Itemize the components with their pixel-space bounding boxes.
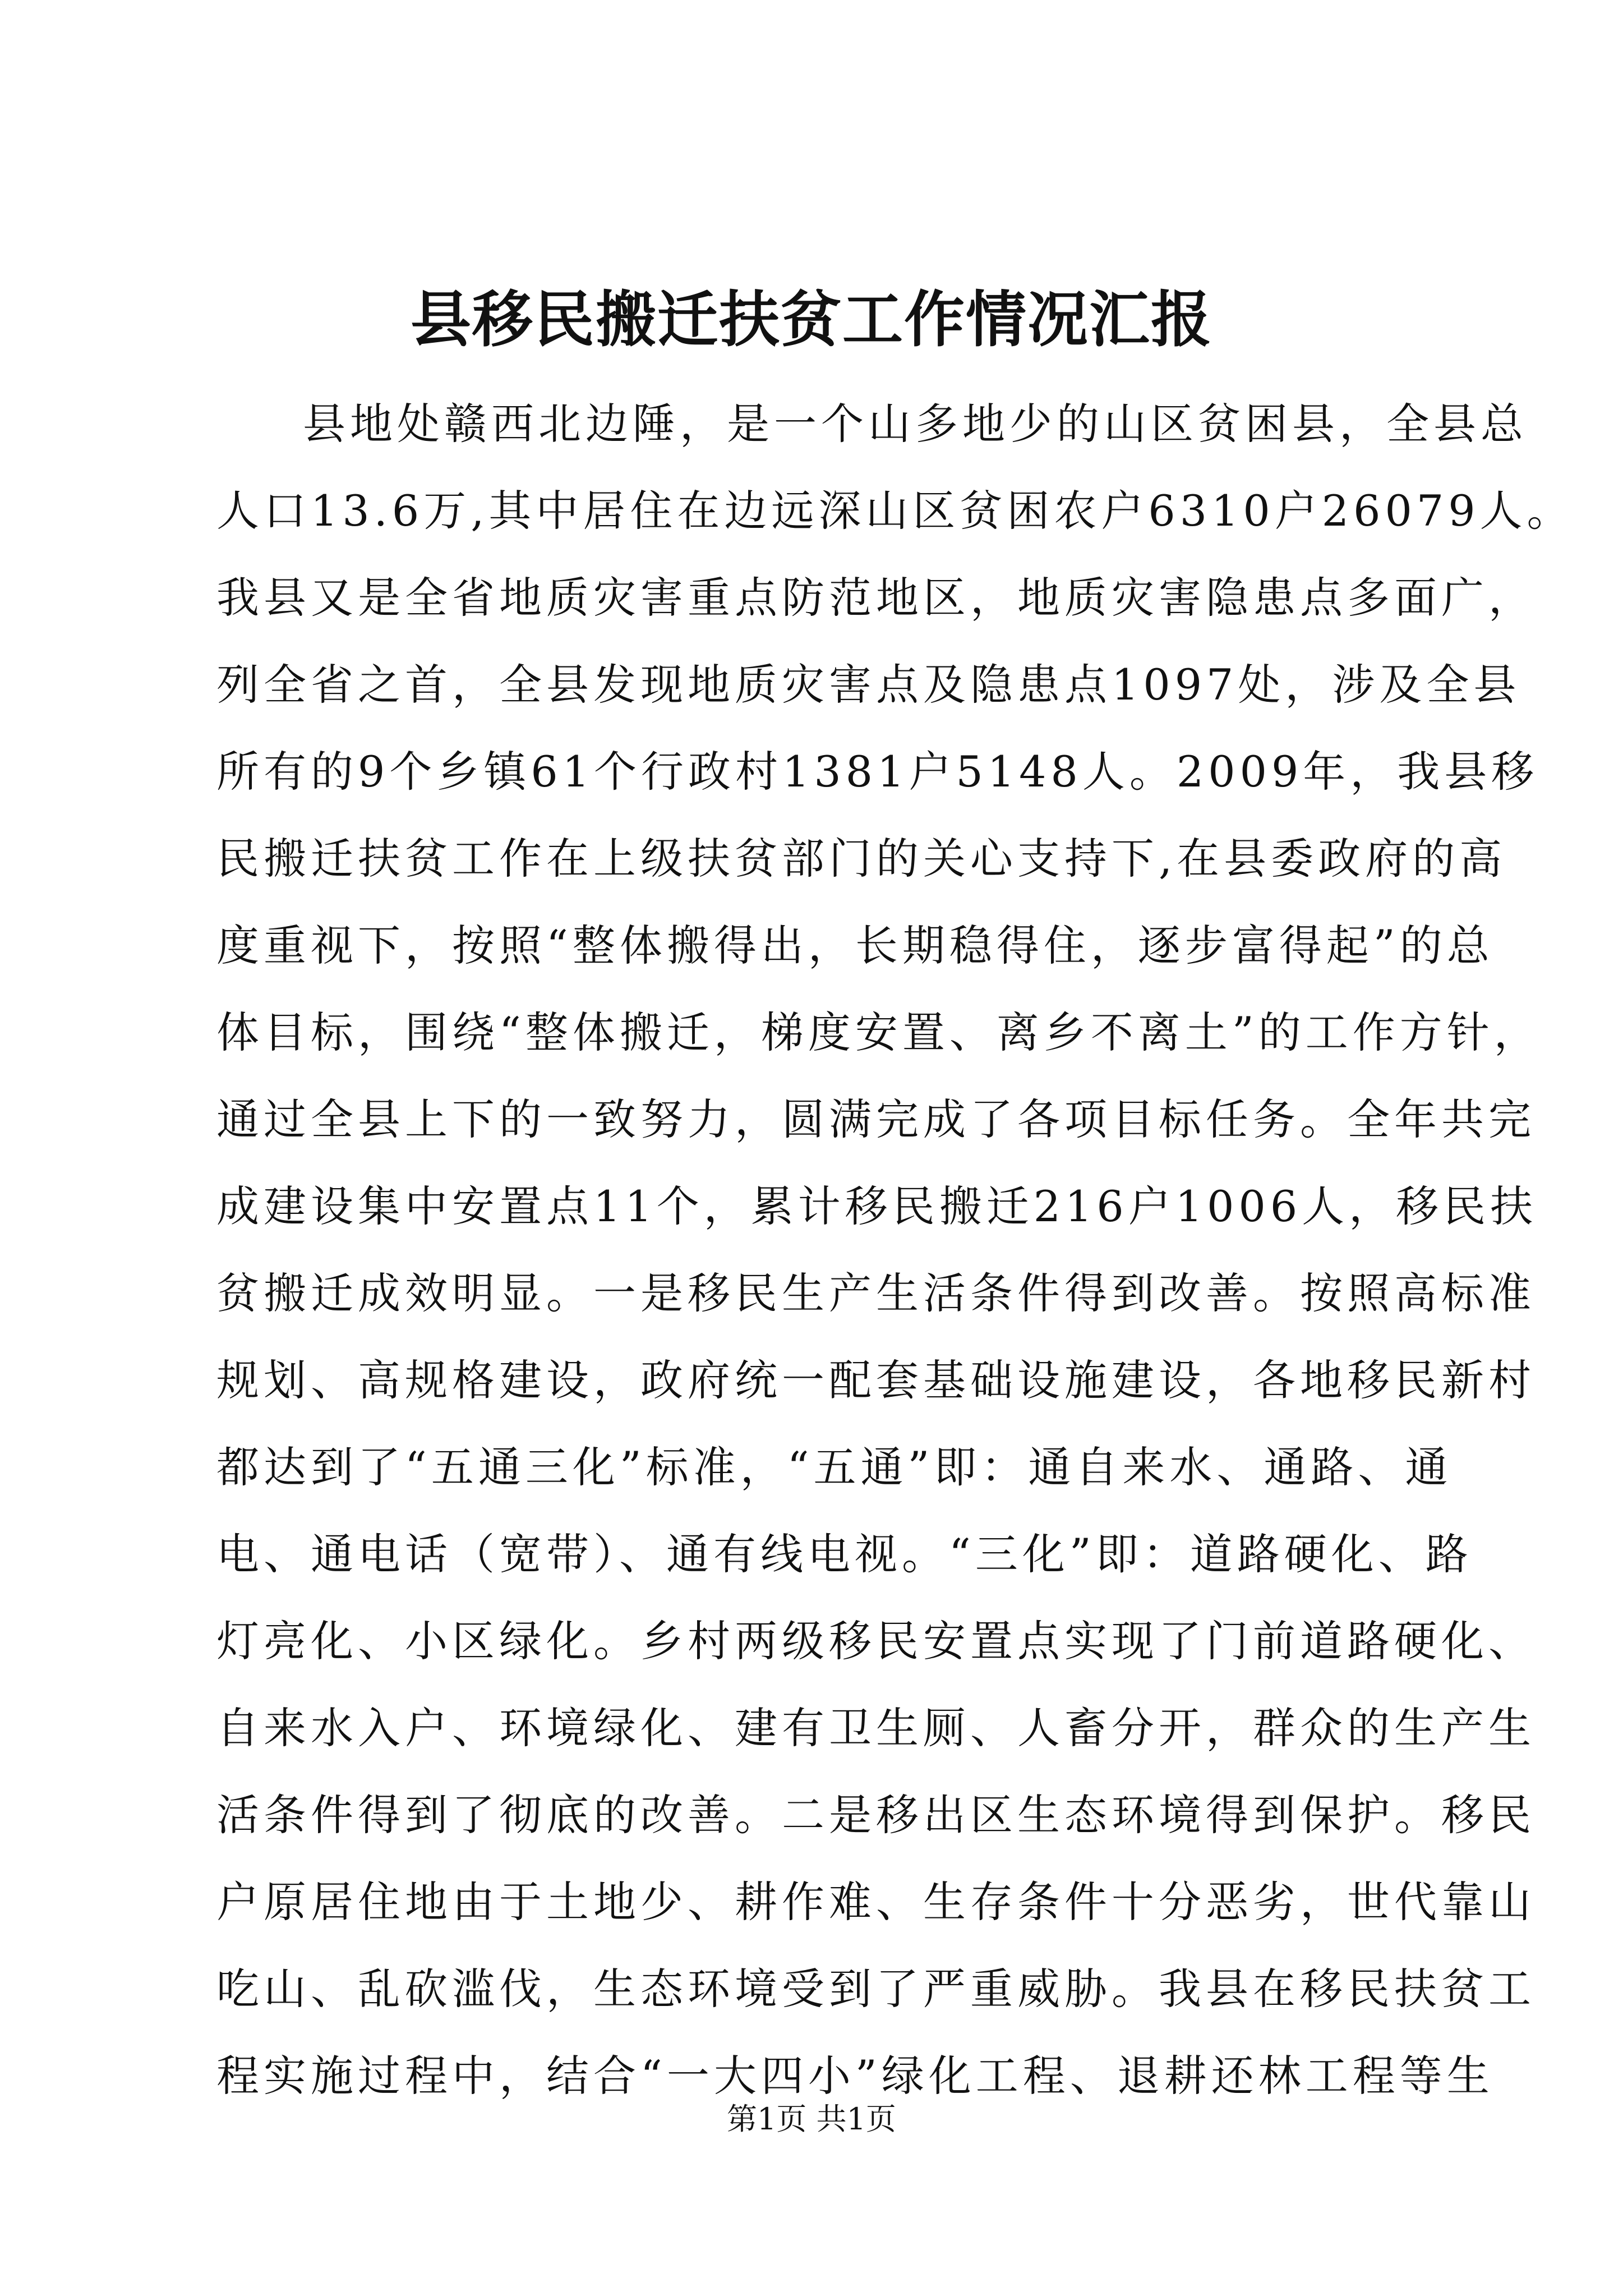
body-line: 吃山、乱砍滥伐，生态环境受到了严重威胁。我县在移民扶贫工 (216, 1964, 1536, 2014)
body-line: 县地处赣西北边陲，是一个山多地少的山区贫困县，全县总 (303, 399, 1528, 449)
body-line: 活条件得到了彻底的改善。二是移出区生态环境得到保护。移民 (216, 1790, 1536, 1840)
document-title: 县移民搬迁扶贫工作情况汇报 (410, 284, 1212, 355)
body-line: 灯亮化、小区绿化。乡村两级移民安置点实现了门前道路硬化、 (216, 1616, 1536, 1666)
body-line: 贫搬迁成效明显。一是移民生产生活条件得到改善。按照高标准 (216, 1268, 1536, 1318)
body-line: 度重视下，按照“整体搬得出，长期稳得住，逐步富得起”的总 (216, 921, 1494, 970)
body-line: 都达到了“五通三化”标准，“五通”即：通自来水、通路、通 (216, 1442, 1453, 1492)
body-line: 户原居住地由于土地少、耕作难、生存条件十分恶劣，世代靠山 (216, 1877, 1536, 1927)
page-number-footer: 第1页 共1页 (727, 2101, 896, 2137)
body-line: 自来水入户、环境绿化、建有卫生厕、人畜分开，群众的生产生 (216, 1703, 1536, 1753)
body-line: 程实施过程中，结合“一大四小”绿化工程、退耕还林工程等生 (216, 2051, 1494, 2101)
body-line: 通过全县上下的一致努力，圆满完成了各项目标任务。全年共完 (216, 1094, 1536, 1144)
body-line: 成建设集中安置点11个，累计移民搬迁216户1006人，移民扶 (216, 1181, 1538, 1231)
body-line: 我县又是全省地质灾害重点防范地区，地质灾害隐患点多面广， (216, 573, 1536, 623)
body-line: 列全省之首，全县发现地质灾害点及隐患点1097处，涉及全县 (216, 660, 1521, 710)
document-body (216, 380, 1574, 2119)
body-line: 电、通电话（宽带）、通有线电视。“三化”即：道路硬化、路 (216, 1529, 1473, 1579)
body-line: 体目标，围绕“整体搬迁，梯度安置、离乡不离土”的工作方针， (216, 1007, 1541, 1057)
body-line: 民搬迁扶贫工作在上级扶贫部门的关心支持下,在县委政府的高 (216, 834, 1507, 884)
body-line: 人口13.6万,其中居住在边远深山区贫困农户6310户26079人。 (216, 486, 1574, 536)
body-line: 规划、高规格建设，政府统一配套基础设施建设，各地移民新村 (216, 1355, 1536, 1405)
body-line: 所有的9个乡镇61个行政村1381户5148人。2009年，我县移 (216, 747, 1539, 797)
